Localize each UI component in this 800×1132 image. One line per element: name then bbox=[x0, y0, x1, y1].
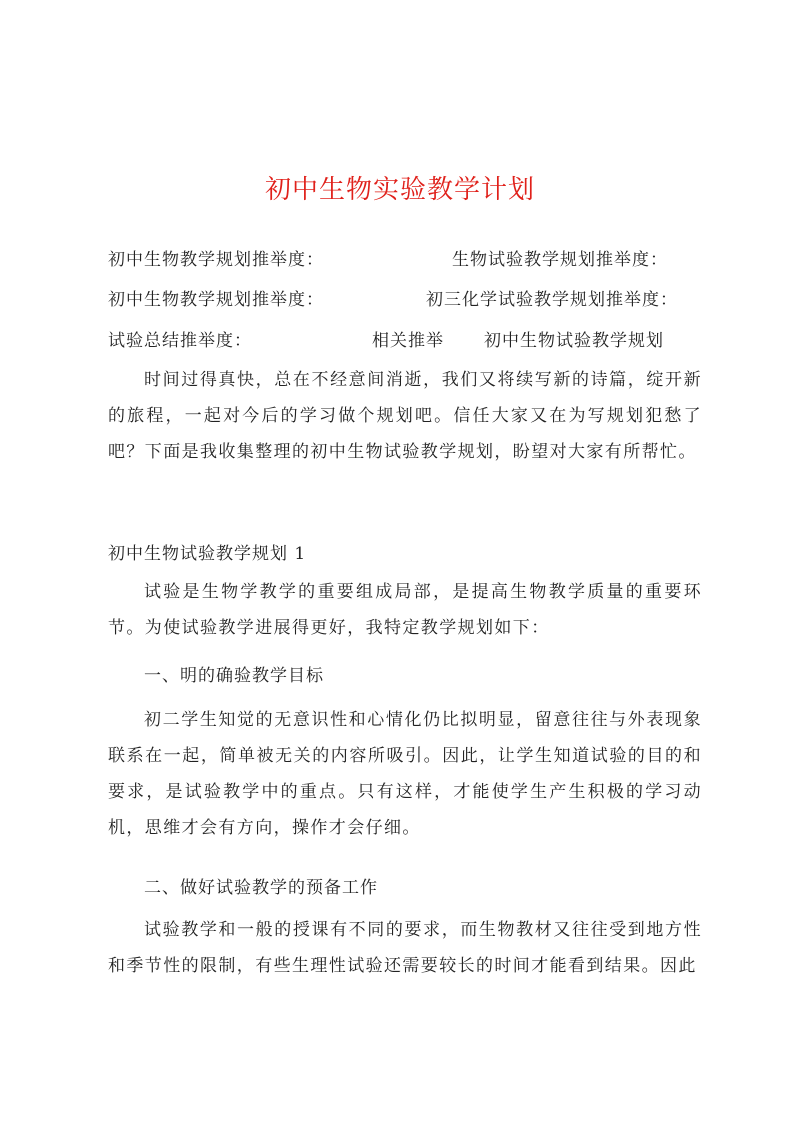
document-title: 初中生物实验教学计划 bbox=[264, 175, 535, 205]
related-row-2 bbox=[108, 288, 708, 312]
related-link-chemistry-experiment-plan[interactable]: 初三化学试验教学规划推举度： bbox=[426, 290, 678, 310]
paragraph-3: 试验教学和一般的授课有不同的要求，而生物教材又往往受到地方性和季节性的限制，有些生理性试验还需要较长的时间才能看到结果。因此 bbox=[108, 920, 702, 976]
related-link-experiment-summary[interactable]: 试验总结推举度： bbox=[108, 331, 252, 351]
heading-2: 二、做好试验教学的预备工作 bbox=[144, 878, 378, 898]
related-row-1 bbox=[108, 248, 708, 272]
paragraph-2: 初二学生知觉的无意识性和心情化仍比拟明显，留意往往与外表现象联系在一起，简单被无关的内容所吸引。因此，让学生知道试验的目的和要求，是试验教学中的重点。只有这样，才能使学生产生积极的学习动机，思维才会有方向，操作才会仔细。 bbox=[108, 710, 702, 838]
related-row-3 bbox=[108, 329, 708, 353]
related-recommend-label: 相关推举 bbox=[372, 331, 444, 351]
related-link-biology-experiment-plan[interactable]: 生物试验教学规划推举度： bbox=[452, 250, 668, 270]
intro-paragraph: 时间过得真快，总在不经意间消逝，我们又将续写新的诗篇，绽开新的旅程，一起对今后的学习做个规划吧。信任大家又在为写规划犯愁了吧？下面是我收集整理的初中生物试验教学规划，盼望对大家有所帮忙。 bbox=[108, 370, 702, 462]
section-title: 初中生物试验教学规划 1 bbox=[108, 544, 307, 564]
related-link-biology-experiment-plan-2[interactable]: 初中生物试验教学规划 bbox=[484, 331, 664, 351]
related-link-biology-plan-2[interactable]: 初中生物教学规划推举度： bbox=[108, 290, 324, 310]
paragraph-1: 试验是生物学教学的重要组成局部，是提高生物教学质量的重要环节。为使试验教学进展得更好，我特定教学规划如下： bbox=[108, 582, 702, 638]
related-link-biology-plan[interactable]: 初中生物教学规划推举度： bbox=[108, 250, 324, 270]
heading-1: 一、明的确验教学目标 bbox=[144, 666, 324, 686]
